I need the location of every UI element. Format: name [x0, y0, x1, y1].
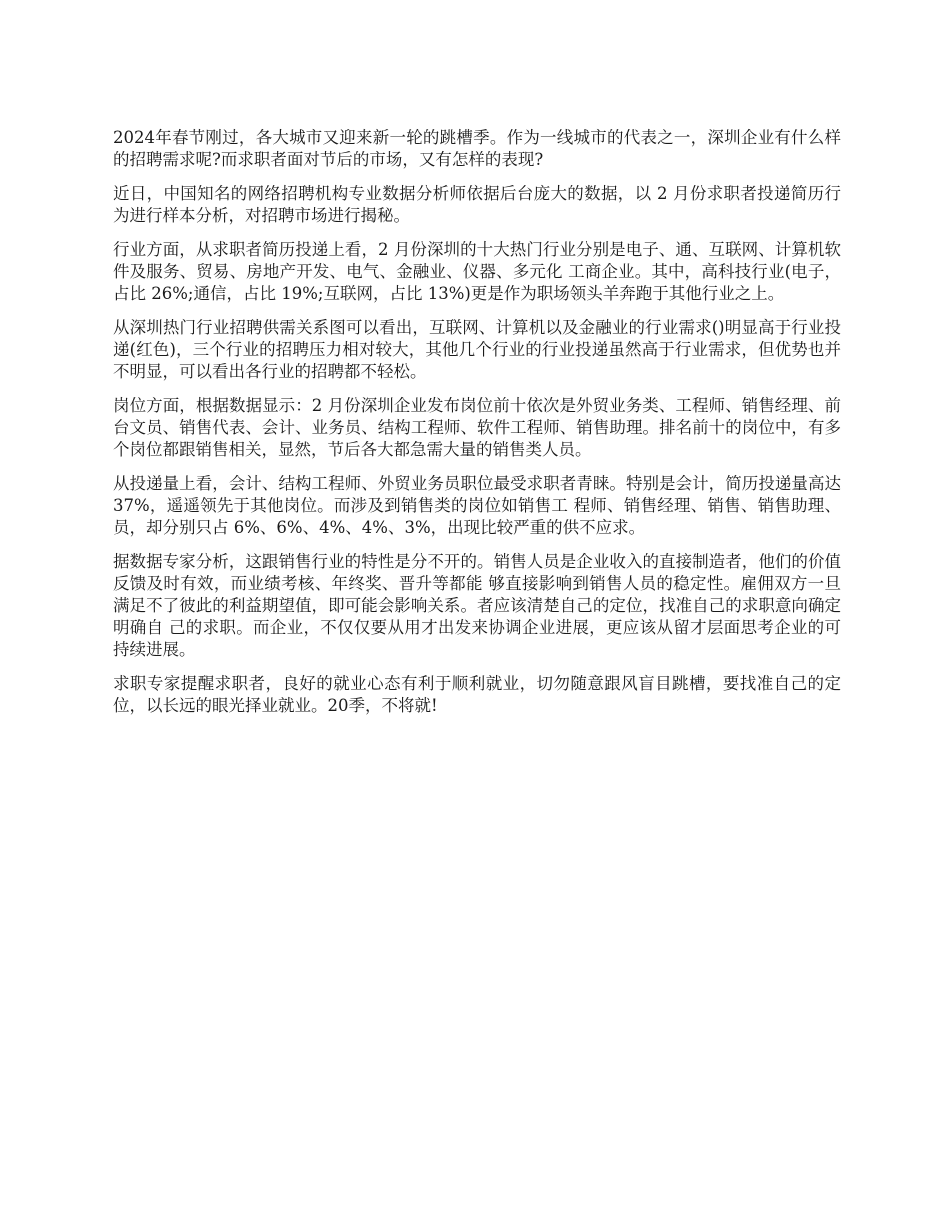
- paragraph-1: 2024年春节刚过，各大城市又迎来新一轮的跳槽季。作为一线城市的代表之一，深圳企业有什么样的招聘需求呢?而求职者面对节后的市场，又有怎样的表现?: [113, 128, 841, 169]
- paragraph-7: 据数据专家分析，这跟销售行业的特性是分不开的。销售人员是企业收入的直接制造者，他们的价值反馈及时有效，而业绩考核、年终奖、晋升等都能 够直接影响到销售人员的稳定性。雇佣双方一旦满足不了彼此的利益期望值，即可能会影响关系。者应该清楚自己的定位，找准自己的求职意向确定明确自 己的求职。而企业，不仅仅要从用才出发来协调企业进展，更应该从留才层面思考企业的可持续进展。: [113, 552, 841, 659]
- paragraph-5: 岗位方面，根据数据显示：2 月份深圳企业发布岗位前十依次是外贸业务类、工程师、销售经理、前台文员、销售代表、会计、业务员、结构工程师、软件工程师、销售助理。排名前十的岗位中，有多个岗位都跟销售相关，显然，节后各大都急需大量的销售类人员。: [113, 396, 841, 459]
- paragraph-2: 近日，中国知名的网络招聘机构专业数据分析师依据后台庞大的数据，以 2 月份求职者投递简历行为进行样本分析，对招聘市场进行揭秘。: [113, 184, 841, 225]
- paragraph-6: 从投递量上看，会计、结构工程师、外贸业务员职位最受求职者青睐。特别是会计，简历投递量高达 37%，遥遥领先于其他岗位。而涉及到销售类的岗位如销售工 程师、销售经理、销售、销售助理、员，却分别只占 6%、6%、4%、4%、3%，出现比较严重的供不应求。: [113, 474, 841, 537]
- paragraph-8: 求职专家提醒求职者，良好的就业心态有利于顺利就业，切勿随意跟风盲目跳槽，要找准自己的定位，以长远的眼光择业就业。20季，不将就!: [113, 674, 841, 715]
- document-body: [113, 127, 841, 729]
- paragraph-4: 从深圳热门行业招聘供需关系图可以看出，互联网、计算机以及金融业的行业需求()明显高于行业投递(红色)，三个行业的招聘压力相对较大，其他几个行业的行业投递虽然高于行业需求，但优势也并不明显，可以看出各行业的招聘都不轻松。: [113, 318, 841, 381]
- paragraph-3: 行业方面，从求职者简历投递上看，2 月份深圳的十大热门行业分别是电子、通、互联网、计算机软件及服务、贸易、房地产开发、电气、金融业、仪器、多元化 工商企业。其中，高科技行业(电子，占比 26%;通信，占比 19%;互联网，占比 13%)更是作为职场领头羊奔跑于其他行业之上。: [113, 240, 841, 303]
